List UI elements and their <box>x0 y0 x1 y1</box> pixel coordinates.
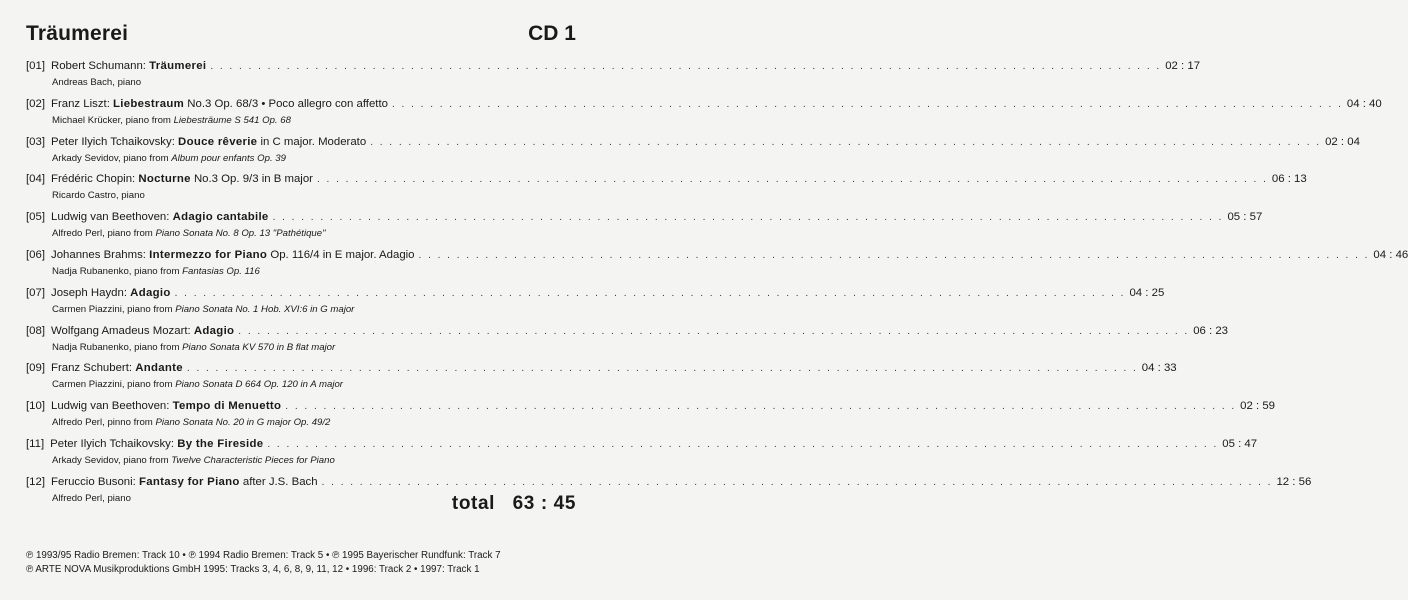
track-row <box>26 170 1307 208</box>
track-performer: Alfredo Perl, pinno <box>52 417 131 429</box>
track-number: [04] <box>26 173 45 186</box>
track-duration: 04 : 33 <box>1141 362 1177 375</box>
track-work: Douce rêverie <box>178 135 258 148</box>
track-detail: No.3 Op. 9/3 in B major <box>190 173 313 186</box>
leader-dots <box>419 247 1370 265</box>
credits-line-2: ℗ ARTE NOVA Musikproduktions GmbH 1995: Tracks 3, 4, 6, 8, 9, 11, 12 • 1996: Track 2 • 1997: Track 1 <box>26 564 480 575</box>
track-duration: 05 : 57 <box>1227 211 1263 224</box>
leader-dots <box>285 398 1236 416</box>
track-composer: Robert Schumann: <box>51 60 146 72</box>
track-composer: Franz Liszt: <box>51 97 110 110</box>
track-composer: Peter Ilyich Tchaikovsky: <box>51 135 175 148</box>
track-work: Fantasy for Piano <box>139 475 240 488</box>
track-duration: 12 : 56 <box>1276 475 1312 488</box>
track-source: Twelve Characteristic Pieces for Piano <box>171 454 335 466</box>
leader-dots <box>322 474 1273 492</box>
track-duration: 04 : 40 <box>1346 97 1382 110</box>
track-performer: Alfredo Perl, piano <box>52 492 131 504</box>
track-composer: Peter Ilyich Tchaikovsky: <box>50 437 175 450</box>
track-work: Tempo di Menuetto <box>172 400 282 413</box>
total-value: 63 : 45 <box>512 493 576 514</box>
track-performer: Nadja Rubanenko, piano <box>52 265 158 277</box>
track-work: Andante <box>135 362 183 375</box>
leader-dots <box>267 436 1218 454</box>
track-from: from <box>157 265 183 277</box>
track-detail: No.3 Op. 68/3 • Poco allegro con affetto <box>184 97 388 110</box>
track-from: from <box>150 303 176 315</box>
track-performer: Arkady Sevidov, piano <box>52 152 147 164</box>
track-work: Intermezzo for Piano <box>149 248 268 261</box>
track-row <box>26 359 1177 397</box>
page-title: Träumerei <box>26 22 129 45</box>
leader-dots <box>370 134 1321 152</box>
track-row <box>26 57 1201 95</box>
leader-dots <box>273 209 1224 227</box>
track-source: Piano Sonata D 664 Op. 120 in A major <box>175 379 344 391</box>
track-performer: Michael Krücker, piano <box>52 114 150 126</box>
track-work: Nocturne <box>138 173 191 186</box>
track-row <box>26 208 1263 246</box>
track-composer: Ludwig van Beethoven: <box>51 400 170 413</box>
track-source: Piano Sonata No. 8 Op. 13 "Pathétique" <box>155 228 326 240</box>
track-source: Piano Sonata KV 570 in B flat major <box>182 341 336 353</box>
track-number: [09] <box>26 362 45 375</box>
track-number: [06] <box>26 248 45 261</box>
track-performer: Carmen Piazzini, piano <box>52 303 151 315</box>
track-duration: 02 : 04 <box>1325 135 1360 148</box>
track-duration: 05 : 47 <box>1222 437 1258 450</box>
leader-dots <box>187 360 1138 378</box>
track-detail: in C major. Moderato <box>257 135 367 148</box>
track-number: [05] <box>26 211 45 224</box>
track-source: Album pour enfants Op. 39 <box>171 152 286 164</box>
track-from: from <box>150 379 176 391</box>
track-from: from <box>157 341 183 353</box>
track-from: from <box>130 417 156 429</box>
leader-dots <box>317 171 1268 189</box>
track-composer: Franz Schubert: <box>51 362 133 375</box>
track-detail: Op. 116/4 in E major. Adagio <box>267 248 415 261</box>
track-composer: Joseph Haydn: <box>51 286 127 299</box>
track-row <box>26 284 1165 322</box>
track-work: Adagio <box>130 286 171 299</box>
track-performer: Arkady Sevidov, piano <box>52 454 147 466</box>
track-duration: 06 : 23 <box>1193 324 1229 337</box>
track-performer: Alfredo Perl, piano <box>52 228 131 240</box>
track-row <box>26 246 1408 284</box>
track-duration: 02 : 17 <box>1165 60 1201 72</box>
track-performer: Ricardo Castro, piano <box>52 190 145 202</box>
track-row <box>26 95 1382 133</box>
track-source: Piano Sonata No. 1 Hob. XVI:6 in G major <box>175 303 355 315</box>
track-from: from <box>146 152 172 164</box>
track-duration: 04 : 46 <box>1373 248 1408 261</box>
track-duration: 04 : 25 <box>1129 286 1165 299</box>
track-from: from <box>146 454 172 466</box>
track-performer: Nadja Rubanenko, piano <box>52 341 158 353</box>
track-composer: Ludwig van Beethoven: <box>51 211 170 224</box>
track-number: [10] <box>26 400 45 413</box>
track-row <box>26 133 1360 171</box>
leader-dots <box>175 285 1126 303</box>
track-number: [11] <box>26 437 45 450</box>
track-row <box>26 435 1258 473</box>
cd-label: CD 1 <box>528 22 576 45</box>
track-detail: after J.S. Bach <box>239 475 318 488</box>
track-number: [12] <box>26 475 45 488</box>
credits-line-1: ℗ 1993/95 Radio Bremen: Track 10 • ℗ 1994 Radio Bremen: Track 5 • ℗ 1995 Bayerischer Rundfunk: Track 7 <box>26 550 501 561</box>
track-number: [01] <box>26 60 45 72</box>
total-label: total <box>451 493 495 514</box>
track-composer: Feruccio Busoni: <box>51 475 136 488</box>
copyright-credits <box>26 549 501 577</box>
leader-dots <box>392 96 1343 114</box>
track-duration: 02 : 59 <box>1240 400 1276 413</box>
track-number: [02] <box>26 97 45 110</box>
track-number: [03] <box>26 135 45 148</box>
track-source: Fantasias Op. 116 <box>182 265 260 277</box>
leader-dots <box>238 323 1189 341</box>
track-row <box>26 322 1229 360</box>
track-work: By the Fireside <box>177 437 264 450</box>
track-composer: Frédéric Chopin: <box>51 173 136 186</box>
track-work: Liebestraum <box>113 97 185 110</box>
track-composer: Wolfgang Amadeus Mozart: <box>51 324 191 337</box>
track-performer: Carmen Piazzini, piano <box>52 379 151 391</box>
track-from: from <box>149 114 174 126</box>
track-row <box>26 397 1276 435</box>
track-source: Piano Sonata No. 20 in G major Op. 49/2 <box>155 417 331 429</box>
track-composer: Johannes Brahms: <box>51 248 146 261</box>
total-duration <box>452 493 576 515</box>
track-number: [07] <box>26 286 45 299</box>
track-work: Adagio cantabile <box>172 211 269 224</box>
track-list <box>26 57 1408 511</box>
track-performer: Andreas Bach, piano <box>52 77 142 88</box>
track-duration: 06 : 13 <box>1271 173 1307 186</box>
track-number: [08] <box>26 324 45 337</box>
track-work: Adagio <box>193 324 235 337</box>
track-source: Liebesträume S 541 Op. 68 <box>173 114 291 126</box>
leader-dots <box>210 58 1161 76</box>
track-from: from <box>130 228 156 240</box>
track-work: Träumerei <box>149 60 207 72</box>
